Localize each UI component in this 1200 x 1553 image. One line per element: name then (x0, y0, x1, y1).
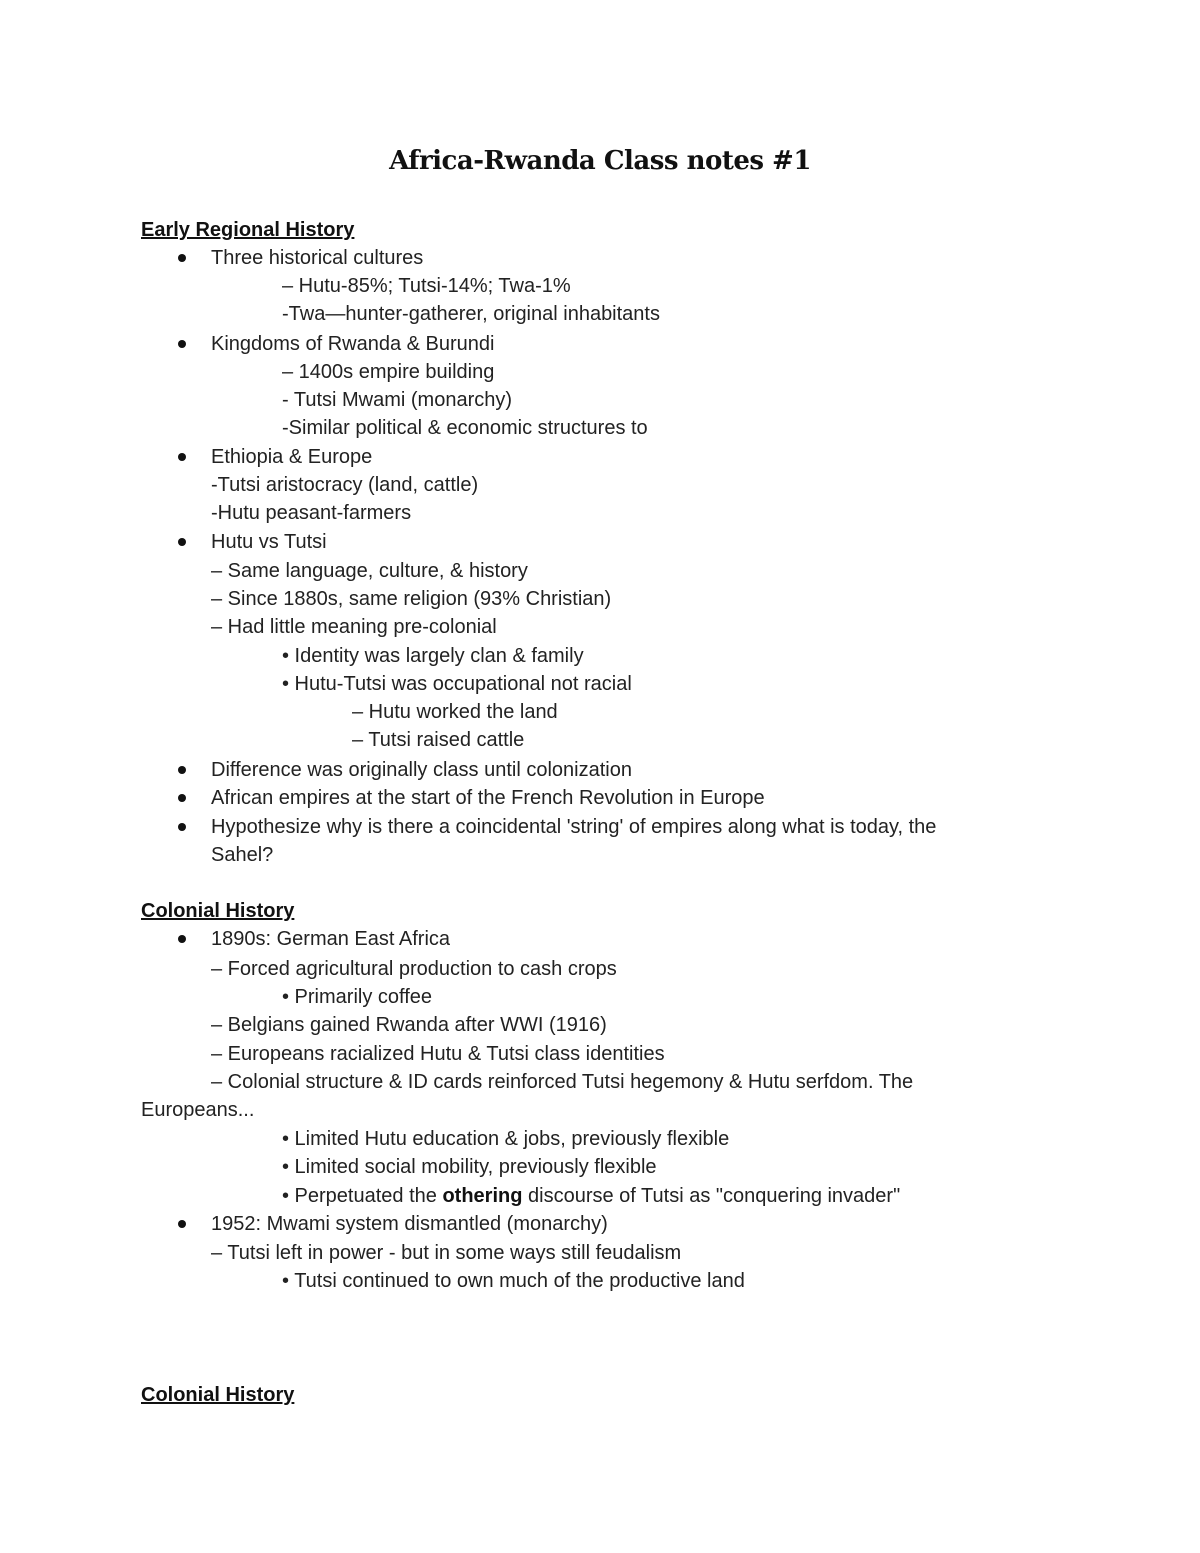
list-item: – Tutsi raised cattle (352, 729, 525, 751)
list-item: Europeans... (141, 1099, 255, 1121)
list-item: -Twa—hunter-gatherer, original inhabitants (282, 303, 660, 325)
list-item: – Forced agricultural production to cash crops (211, 958, 617, 980)
list-item: • Limited social mobility, previously flexible (282, 1156, 657, 1178)
list-item: – Tutsi left in power - but in some ways still feudalism (211, 1242, 682, 1264)
list-item: – Hutu worked the land (352, 701, 558, 723)
bullet-icon (178, 340, 186, 348)
list-item: – Belgians gained Rwanda after WWI (1916) (211, 1014, 607, 1036)
list-item: Hypothesize why is there a coincidental 'string' of empires along what is today, the (211, 816, 937, 838)
section-heading: Colonial History (141, 900, 295, 922)
list-item: -Similar political & economic structures to (282, 417, 648, 439)
list-item: Sahel? (211, 844, 274, 866)
document-title: Africa-Rwanda Class notes #1 (389, 146, 811, 176)
list-item: - Tutsi Mwami (monarchy) (282, 389, 513, 411)
list-item: – Hutu-85%; Tutsi-14%; Twa-1% (282, 275, 571, 297)
bullet-icon (178, 794, 186, 802)
list-item: Ethiopia & Europe (211, 446, 373, 468)
list-item: • Hutu-Tutsi was occupational not racial (282, 673, 632, 695)
list-item-text: • Perpetuated the (282, 1185, 443, 1207)
list-item: 1890s: German East Africa (211, 928, 451, 950)
bullet-icon (178, 766, 186, 774)
bullet-icon (178, 1220, 186, 1228)
bullet-icon (178, 935, 186, 943)
list-item: • Identity was largely clan & family (282, 645, 584, 667)
list-item: – 1400s empire building (282, 361, 495, 383)
list-item: African empires at the start of the French Revolution in Europe (211, 787, 765, 809)
bullet-icon (178, 538, 186, 546)
list-item (282, 1184, 900, 1208)
list-item-text: discourse of Tutsi as "conquering invader" (522, 1185, 901, 1207)
list-item: • Tutsi continued to own much of the productive land (282, 1270, 745, 1292)
section-heading: Colonial History (141, 1384, 295, 1406)
bullet-icon (178, 254, 186, 262)
list-item: – Since 1880s, same religion (93% Christian) (211, 588, 612, 610)
emphasized-term: othering (442, 1185, 523, 1207)
list-item: -Hutu peasant-farmers (211, 502, 412, 524)
section-heading: Early Regional History (141, 219, 355, 241)
list-item: Kingdoms of Rwanda & Burundi (211, 333, 495, 355)
list-item: Three historical cultures (211, 247, 424, 269)
list-item: • Limited Hutu education & jobs, previously flexible (282, 1128, 730, 1150)
list-item: – Same language, culture, & history (211, 560, 528, 582)
list-item: • Primarily coffee (282, 986, 433, 1008)
bullet-icon (178, 453, 186, 461)
list-item: – Colonial structure & ID cards reinforced Tutsi hegemony & Hutu serfdom. The (211, 1071, 914, 1093)
bullet-icon (178, 823, 186, 831)
list-item: – Had little meaning pre-colonial (211, 616, 497, 638)
list-item: Difference was originally class until colonization (211, 759, 632, 781)
list-item: -Tutsi aristocracy (land, cattle) (211, 474, 479, 496)
list-item: Hutu vs Tutsi (211, 531, 327, 553)
list-item: 1952: Mwami system dismantled (monarchy) (211, 1213, 608, 1235)
list-item: – Europeans racialized Hutu & Tutsi class identities (211, 1043, 665, 1065)
